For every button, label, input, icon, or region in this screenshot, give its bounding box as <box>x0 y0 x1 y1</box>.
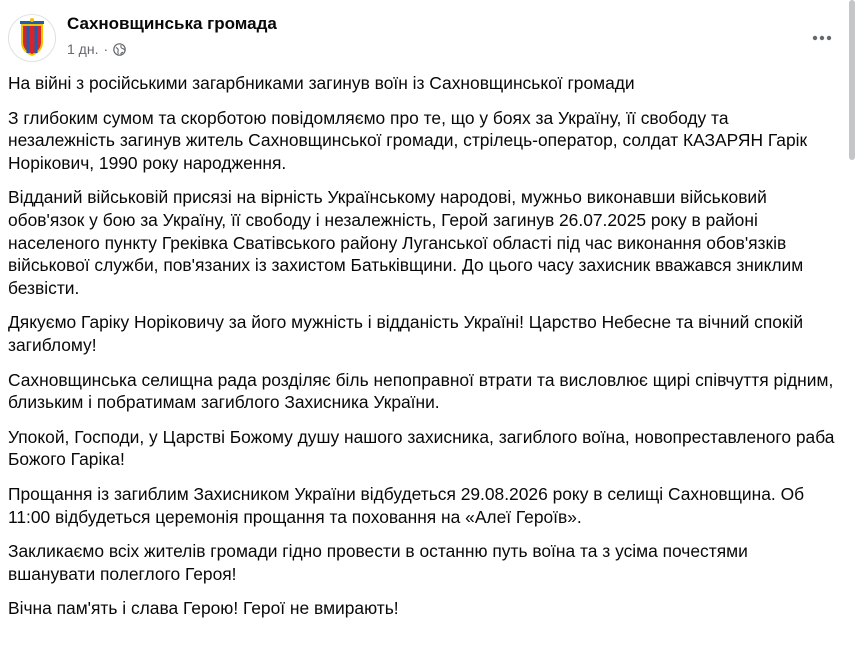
post-paragraph: Дякуємо Гаріку Норіковичу за його мужність і відданість Україні! Царство Небесне та вічний спокій загиблому! <box>8 312 804 355</box>
post-paragraph: З глибоким сумом та скорботою повідомляємо про те, що у боях за Україну, її свободу та незалежність загинув житель Сахновщинської громади, стрілець-оператор, солдат КАЗАРЯН Гарік Норікович, 1990 року народження. <box>8 107 808 173</box>
page-name[interactable]: Сахновщинська громада <box>67 14 277 33</box>
post-text <box>8 72 838 632</box>
post-time[interactable]: 1 дн. <box>67 41 99 57</box>
globe-icon[interactable] <box>113 43 126 56</box>
post-paragraph: Вічна пам'ять і слава Герою! Герої не вмирають! <box>8 598 399 619</box>
post-meta <box>67 41 126 57</box>
coat-of-arms-icon <box>9 15 55 61</box>
post-paragraph: Закликаємо всіх жителів громади гідно провести в останню путь воїна та з усіма почестями вшанувати полеглого Героя! <box>8 541 748 584</box>
post-paragraph: Прощання із загиблим Захисником України відбудеться 29.08.2026 року в селищі Сахновщина. Об 11:00 відбудеться церемонія прощання та поховання на «Алеї Героїв». <box>8 483 805 527</box>
post-paragraph: На війні з російськими загарбниками загинув воїн із Сахновщинської громади <box>8 73 635 93</box>
post-paragraph: Відданий військовій присязі на вірність Українському народові, мужньо виконавши військовий обов'язок у бою за Україну, її свободу і незалежність, Герой загинув 26.07.2025 року в районі населеного пункту Греківка Сватівського району Луганської області під час виконання обов'язків військової служби, пов'язаних із захистом Батьківщини. До цього часу захисник вважався зниклим безвісти. <box>8 187 804 298</box>
post-paragraph: Упокой, Господи, у Царстві Божому душу нашого захисника, загиблого воїна, новопреставленого раба Божого Гаріка! <box>8 426 835 470</box>
scrollbar-thumb[interactable] <box>849 0 855 160</box>
post-header <box>8 10 846 66</box>
more-options-button[interactable] <box>804 20 840 56</box>
scrollbar[interactable] <box>846 0 857 653</box>
page-avatar[interactable] <box>8 14 56 62</box>
meta-separator: · <box>103 41 109 57</box>
more-horizontal-icon <box>811 27 833 49</box>
post-paragraph: Сахновщинська селищна рада розділяє біль непоправної втрати та висловлює щирі співчуття рідним, близьким і побратимам загиблого Захисника України. <box>8 369 834 413</box>
